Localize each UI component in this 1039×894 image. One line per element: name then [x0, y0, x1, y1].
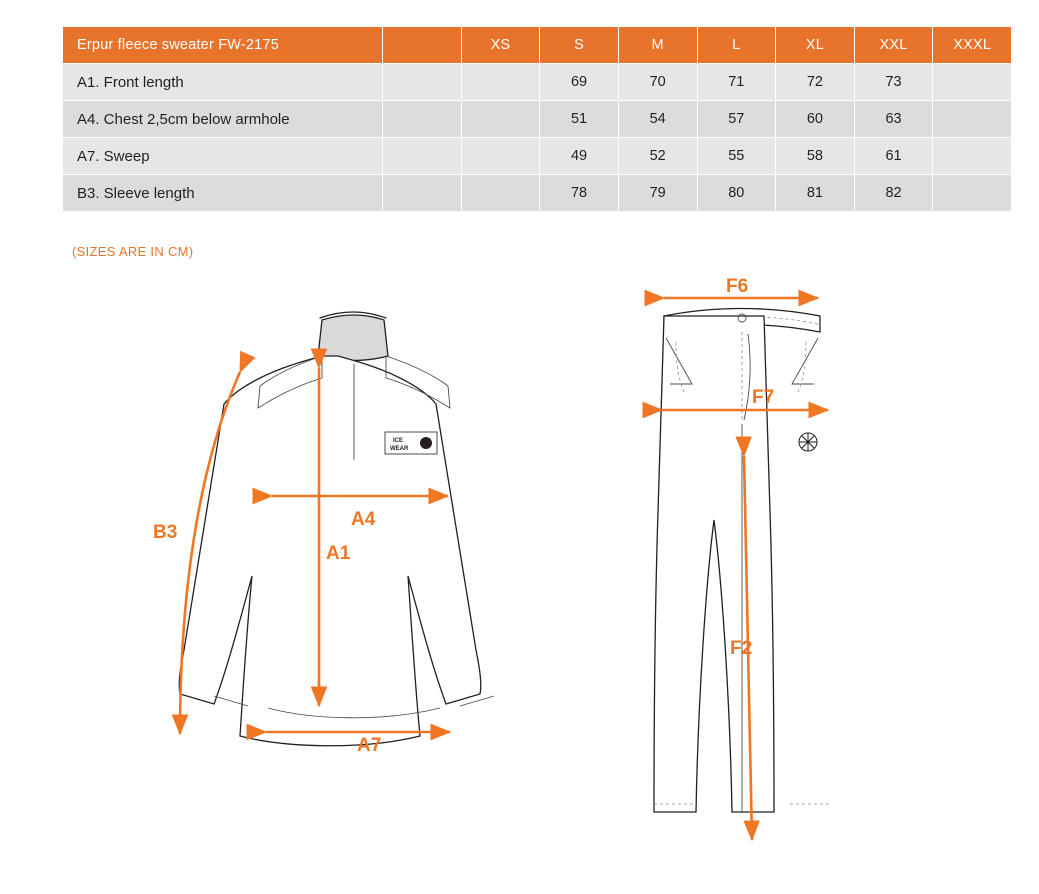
cell-s: 69 [540, 64, 619, 101]
cell-xl: 72 [776, 64, 855, 101]
measurement-diagrams-svg [0, 272, 1039, 892]
cell-l: 57 [697, 101, 776, 138]
cell-xs [461, 64, 540, 101]
table-row [63, 175, 1012, 212]
table-header-row [63, 27, 1012, 64]
cell-xxxl [933, 138, 1012, 175]
column-header-xxxl: XXXL [933, 27, 1012, 64]
cell-xxl: 82 [854, 175, 933, 212]
size-table-container [62, 26, 1012, 212]
cell-m: 70 [618, 64, 697, 101]
cell-s: 78 [540, 175, 619, 212]
brand-logo [385, 432, 437, 454]
column-header-m: M [618, 27, 697, 64]
cell-xl: 58 [776, 138, 855, 175]
table-row [63, 101, 1012, 138]
cell-s: 49 [540, 138, 619, 175]
pants-logo-icon [799, 433, 817, 451]
measure-label-a4: A4 [351, 509, 376, 530]
measurement-label: B3. Sleeve length [63, 175, 383, 212]
measure-label-b3: B3 [153, 522, 178, 543]
table-row [63, 138, 1012, 175]
cell-blank [383, 101, 462, 138]
cell-xs [461, 101, 540, 138]
pants-illustration [654, 276, 832, 840]
size-table-body [63, 64, 1012, 212]
cell-m: 79 [618, 175, 697, 212]
measure-label-f2: F2 [730, 638, 753, 659]
cell-xxxl [933, 101, 1012, 138]
cell-blank [383, 175, 462, 212]
measure-label-a1: A1 [326, 543, 351, 564]
cell-blank [383, 138, 462, 175]
measurement-label: A7. Sweep [63, 138, 383, 175]
cell-xs [461, 175, 540, 212]
size-table-head [63, 27, 1012, 64]
column-header-xs: XS [461, 27, 540, 64]
measurement-label: A1. Front length [63, 64, 383, 101]
product-title-cell: Erpur fleece sweater FW-2175 [63, 27, 383, 64]
measure-label-a7: A7 [357, 735, 382, 756]
fleece-sweater-illustration [153, 312, 494, 756]
cell-xl: 81 [776, 175, 855, 212]
cell-xxl: 63 [854, 101, 933, 138]
measure-label-f6: F6 [726, 276, 749, 297]
measure-label-f7: F7 [752, 387, 775, 408]
column-header-blank [383, 27, 462, 64]
cell-xxl: 73 [854, 64, 933, 101]
cell-l: 80 [697, 175, 776, 212]
cell-blank [383, 64, 462, 101]
size-table [62, 26, 1012, 212]
diagrams-area [0, 272, 1039, 892]
column-header-s: S [540, 27, 619, 64]
cell-xxl: 61 [854, 138, 933, 175]
cell-xl: 60 [776, 101, 855, 138]
column-header-xl: XL [776, 27, 855, 64]
cell-m: 54 [618, 101, 697, 138]
brand-mark-icon [420, 437, 432, 449]
cell-xxxl [933, 175, 1012, 212]
brand-line-2: WEAR [390, 446, 409, 452]
cell-l: 55 [697, 138, 776, 175]
measurement-label: A4. Chest 2,5cm below armhole [63, 101, 383, 138]
cell-s: 51 [540, 101, 619, 138]
cell-m: 52 [618, 138, 697, 175]
brand-line-1: ICE [393, 438, 404, 444]
cell-l: 71 [697, 64, 776, 101]
table-row [63, 64, 1012, 101]
units-note: (SIZES ARE IN CM) [72, 244, 194, 259]
cell-xxxl [933, 64, 1012, 101]
cell-xs [461, 138, 540, 175]
column-header-l: L [697, 27, 776, 64]
column-header-xxl: XXL [854, 27, 933, 64]
